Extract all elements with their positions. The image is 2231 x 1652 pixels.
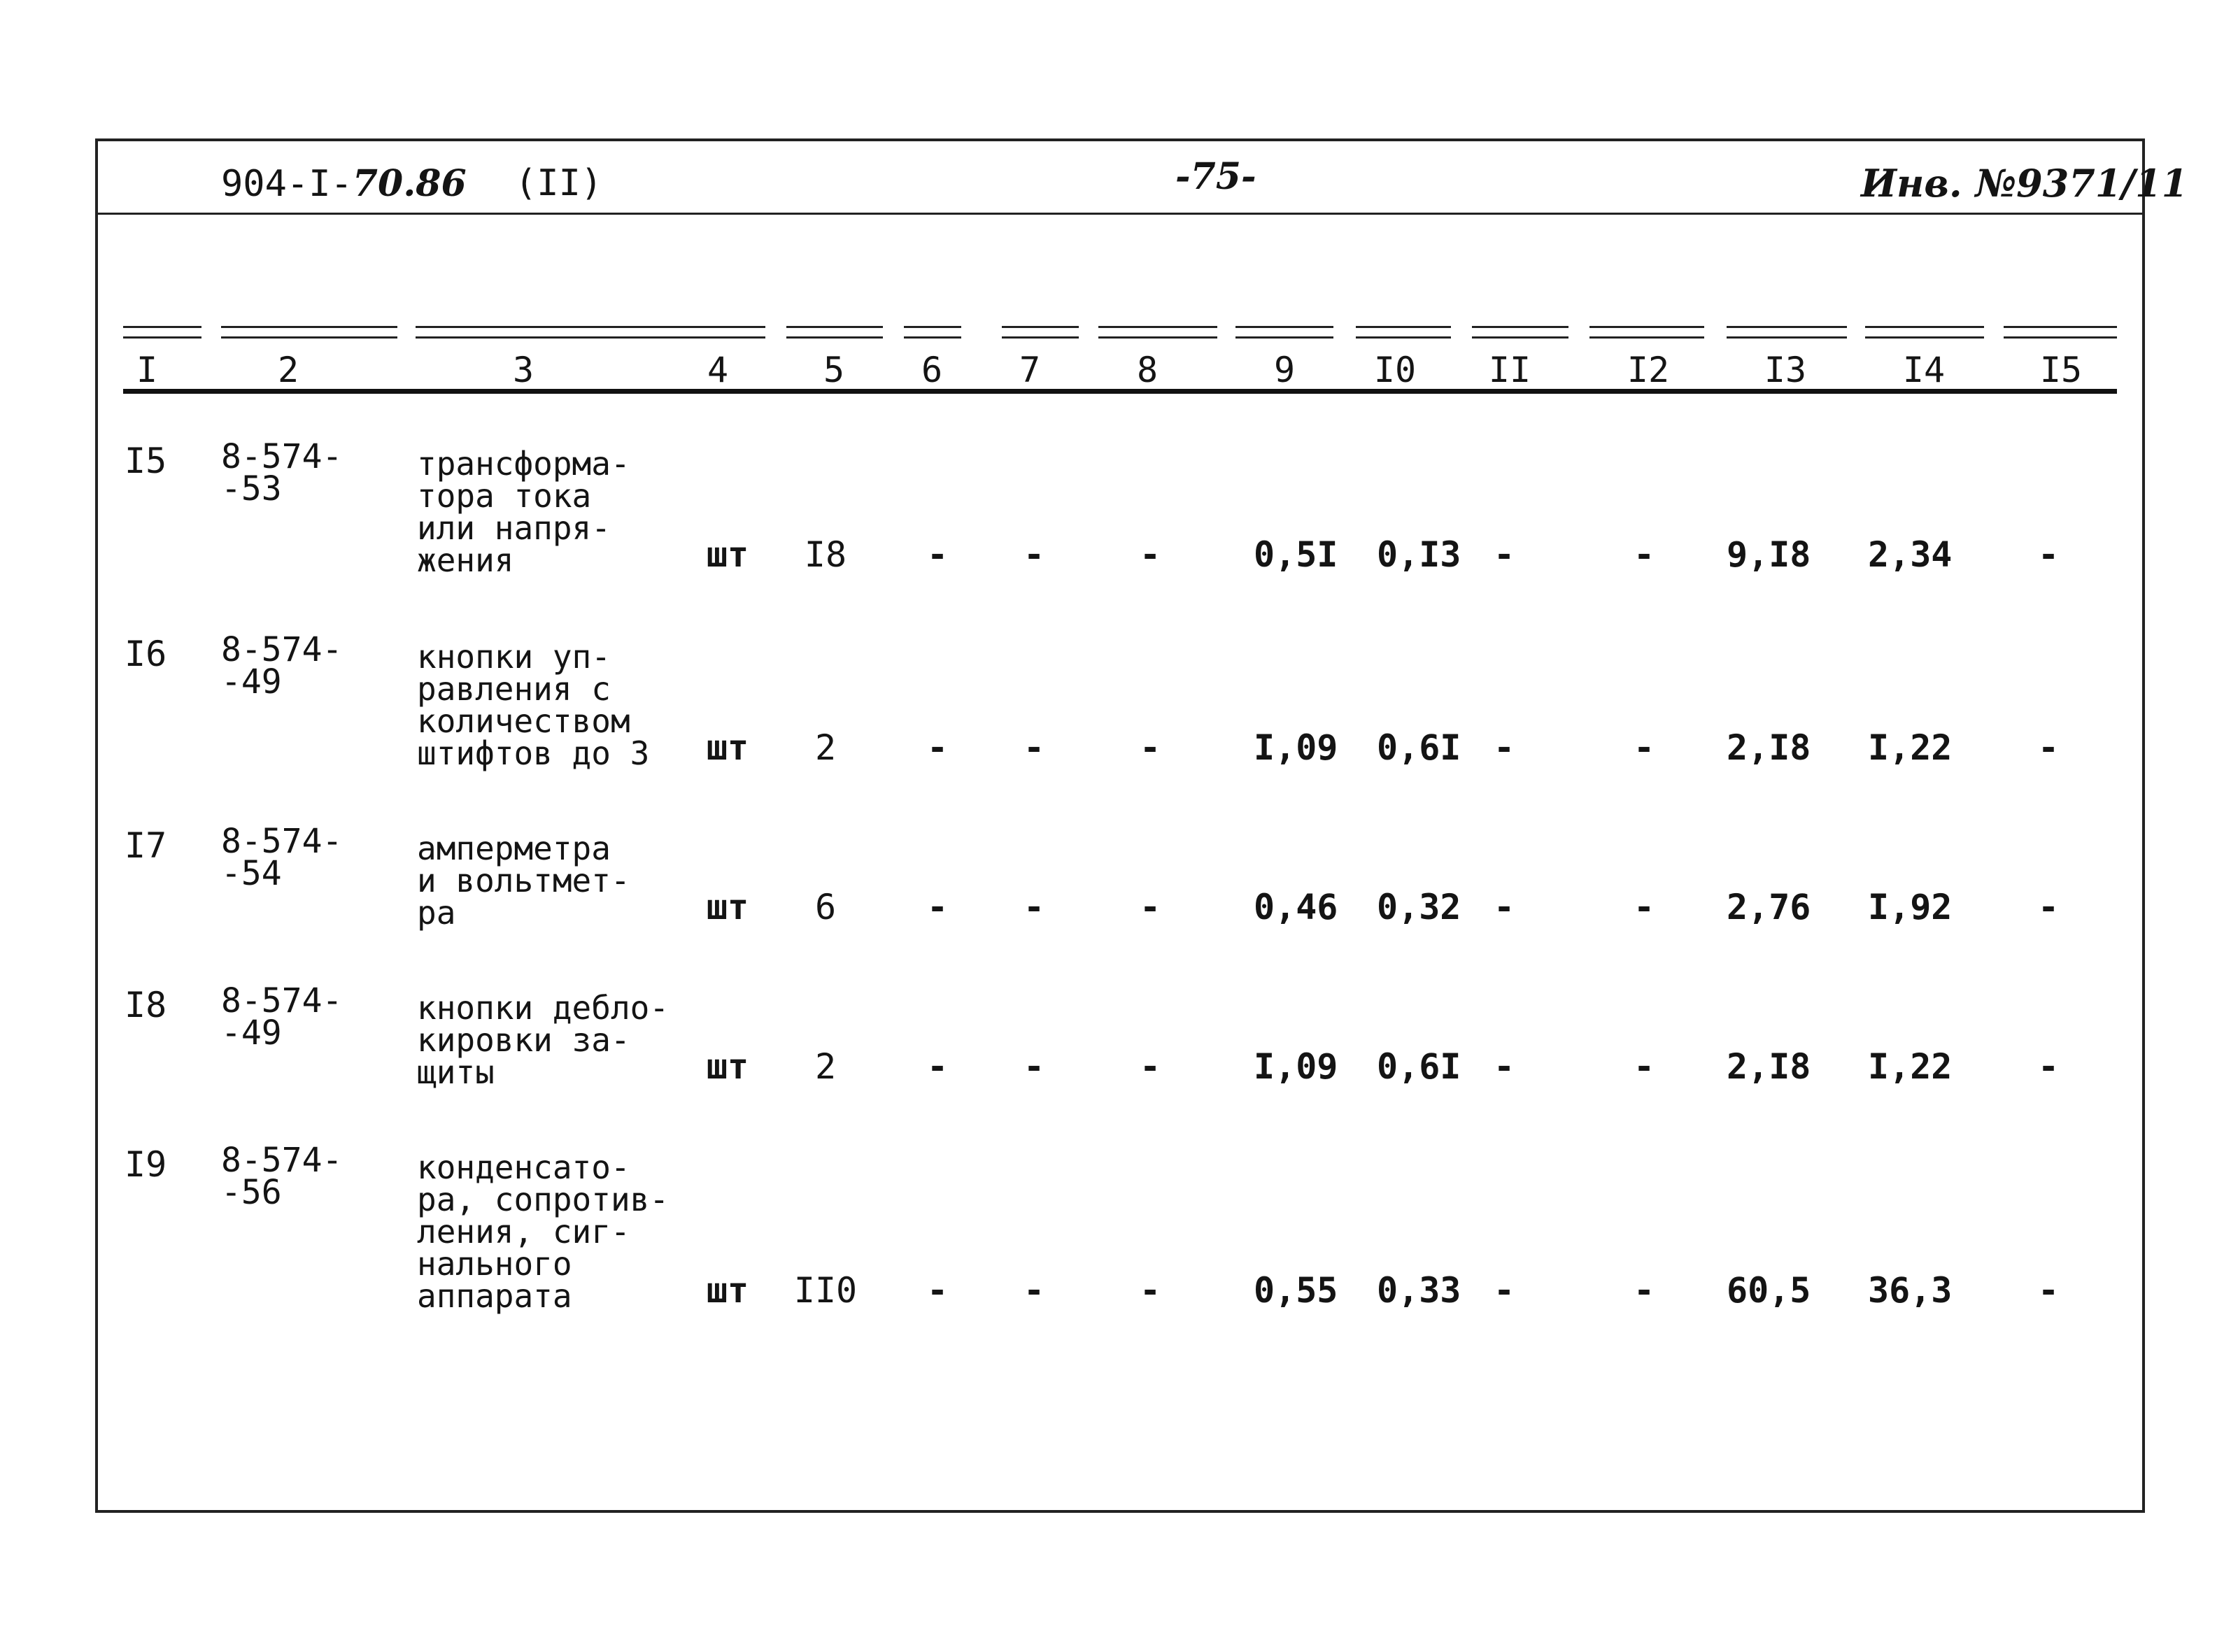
cell-unit: шт <box>706 1270 749 1311</box>
cell-unit: шт <box>706 887 749 927</box>
cell-c14: 36,3 <box>1868 1270 1953 1311</box>
column-rule-8 <box>1098 326 1217 339</box>
cell-c9: I,09 <box>1254 1046 1338 1087</box>
cell-c11: - <box>1493 727 1515 768</box>
column-header-3: 3 <box>512 350 534 390</box>
column-header-4: 4 <box>707 350 729 390</box>
cell-unit: шт <box>706 727 749 768</box>
cell-c6: - <box>926 1046 949 1087</box>
cell-c13: 2,I8 <box>1727 727 1811 768</box>
cell-c6: - <box>926 727 949 768</box>
cell-c9: 0,55 <box>1254 1270 1338 1311</box>
column-header-9: 9 <box>1273 350 1296 390</box>
cell-c15: - <box>2037 534 2060 575</box>
cell-c15: - <box>2037 1270 2060 1311</box>
cell-c15: - <box>2037 727 2060 768</box>
cell-unit: шт <box>706 534 749 575</box>
cell-c9: I,09 <box>1254 727 1338 768</box>
column-header-1: I <box>136 350 158 390</box>
cell-c11: - <box>1493 1046 1515 1087</box>
column-rule-14 <box>1865 326 1984 339</box>
cell-c6: - <box>926 887 949 927</box>
column-header-10: I0 <box>1373 350 1417 390</box>
column-rule-6 <box>904 326 961 339</box>
row-number: I5 <box>125 441 167 481</box>
cell-c8: - <box>1139 534 1161 575</box>
column-header-7: 7 <box>1019 350 1041 390</box>
cell-c12: - <box>1633 1270 1655 1311</box>
column-header-2: 2 <box>277 350 299 390</box>
page-number: -75- <box>1175 155 1256 198</box>
header-bottom-rule <box>123 389 2117 394</box>
cell-c10: 0,33 <box>1377 1270 1461 1311</box>
cell-qty: 2 <box>814 727 837 768</box>
cell-qty: 2 <box>814 1046 837 1087</box>
cell-c7: - <box>1023 1270 1045 1311</box>
row-number: I6 <box>125 634 167 674</box>
volume-label: (II) <box>515 162 603 204</box>
doc-prefix: 904-I- <box>221 163 353 205</box>
cell-c14: I,22 <box>1868 1046 1953 1087</box>
column-rule-12 <box>1589 326 1704 339</box>
cell-c7: - <box>1023 534 1045 575</box>
column-rule-4 <box>670 326 765 339</box>
column-header-11: II <box>1488 350 1531 390</box>
header-rule <box>95 213 2145 215</box>
row-number: I7 <box>125 825 167 866</box>
cell-qty: I8 <box>804 534 847 575</box>
cell-c10: 0,6I <box>1377 1046 1461 1087</box>
cell-c11: - <box>1493 534 1515 575</box>
column-rule-11 <box>1472 326 1568 339</box>
cell-unit: шт <box>706 1046 749 1087</box>
inventory-number: Инв. №9371/11 <box>1861 161 2188 206</box>
doc-handwritten-number: 70.86 <box>352 162 467 205</box>
column-rule-13 <box>1727 326 1847 339</box>
cell-c14: I,22 <box>1868 727 1953 768</box>
column-rule-9 <box>1235 326 1333 339</box>
cell-c14: I,92 <box>1868 887 1953 927</box>
column-header-13: I3 <box>1764 350 1807 390</box>
cell-c12: - <box>1633 727 1655 768</box>
cell-c14: 2,34 <box>1868 534 1953 575</box>
cell-c8: - <box>1139 1046 1161 1087</box>
item-description: конденсато- ра, сопротив- ления, сиг- нального аппарата <box>417 1148 670 1315</box>
column-header-6: 6 <box>921 350 943 390</box>
cell-c6: - <box>926 534 949 575</box>
cell-c12: - <box>1633 887 1655 927</box>
price-code: 8-574- -49 <box>221 630 343 702</box>
item-description: амперметра и вольтмет- ра <box>417 829 630 932</box>
cell-qty: II0 <box>793 1270 858 1311</box>
column-header-5: 5 <box>823 350 845 390</box>
cell-c15: - <box>2037 1046 2060 1087</box>
cell-c8: - <box>1139 887 1161 927</box>
cell-c10: 0,32 <box>1377 887 1461 927</box>
cell-c7: - <box>1023 727 1045 768</box>
cell-c8: - <box>1139 727 1161 768</box>
cell-c12: - <box>1633 534 1655 575</box>
cell-c8: - <box>1139 1270 1161 1311</box>
item-description: кнопки дебло- кировки за- щиты <box>417 989 670 1091</box>
cell-c6: - <box>926 1270 949 1311</box>
cell-c11: - <box>1493 887 1515 927</box>
price-code: 8-574- -54 <box>221 822 343 893</box>
column-rule-7 <box>1002 326 1079 339</box>
cell-c13: 9,I8 <box>1727 534 1811 575</box>
cell-c13: 60,5 <box>1727 1270 1811 1311</box>
column-header-14: I4 <box>1902 350 1946 390</box>
row-number: I9 <box>125 1144 167 1185</box>
row-number: I8 <box>125 985 167 1025</box>
column-rule-3 <box>416 326 691 339</box>
cell-c11: - <box>1493 1270 1515 1311</box>
cell-c10: 0,I3 <box>1377 534 1461 575</box>
column-header-8: 8 <box>1136 350 1159 390</box>
cell-c15: - <box>2037 887 2060 927</box>
item-description: кнопки уп- равления с количеством штифтов до 3 <box>417 638 650 772</box>
cell-c7: - <box>1023 887 1045 927</box>
document-number <box>221 162 467 205</box>
cell-c10: 0,6I <box>1377 727 1461 768</box>
price-code: 8-574- -49 <box>221 981 343 1053</box>
column-rule-10 <box>1356 326 1451 339</box>
column-header-15: I5 <box>2039 350 2083 390</box>
column-rule-1 <box>123 326 201 339</box>
column-rule-2 <box>221 326 397 339</box>
cell-c7: - <box>1023 1046 1045 1087</box>
price-code: 8-574- -56 <box>221 1141 343 1212</box>
cell-c9: 0,5I <box>1254 534 1338 575</box>
column-header-12: I2 <box>1627 350 1670 390</box>
cell-c12: - <box>1633 1046 1655 1087</box>
column-rule-5 <box>786 326 883 339</box>
column-rule-15 <box>2004 326 2117 339</box>
cell-qty: 6 <box>814 887 837 927</box>
cell-c13: 2,76 <box>1727 887 1811 927</box>
price-code: 8-574- -53 <box>221 437 343 508</box>
cell-c9: 0,46 <box>1254 887 1338 927</box>
cell-c13: 2,I8 <box>1727 1046 1811 1087</box>
item-description: трансформа- тора тока или напря- жения <box>417 445 630 579</box>
